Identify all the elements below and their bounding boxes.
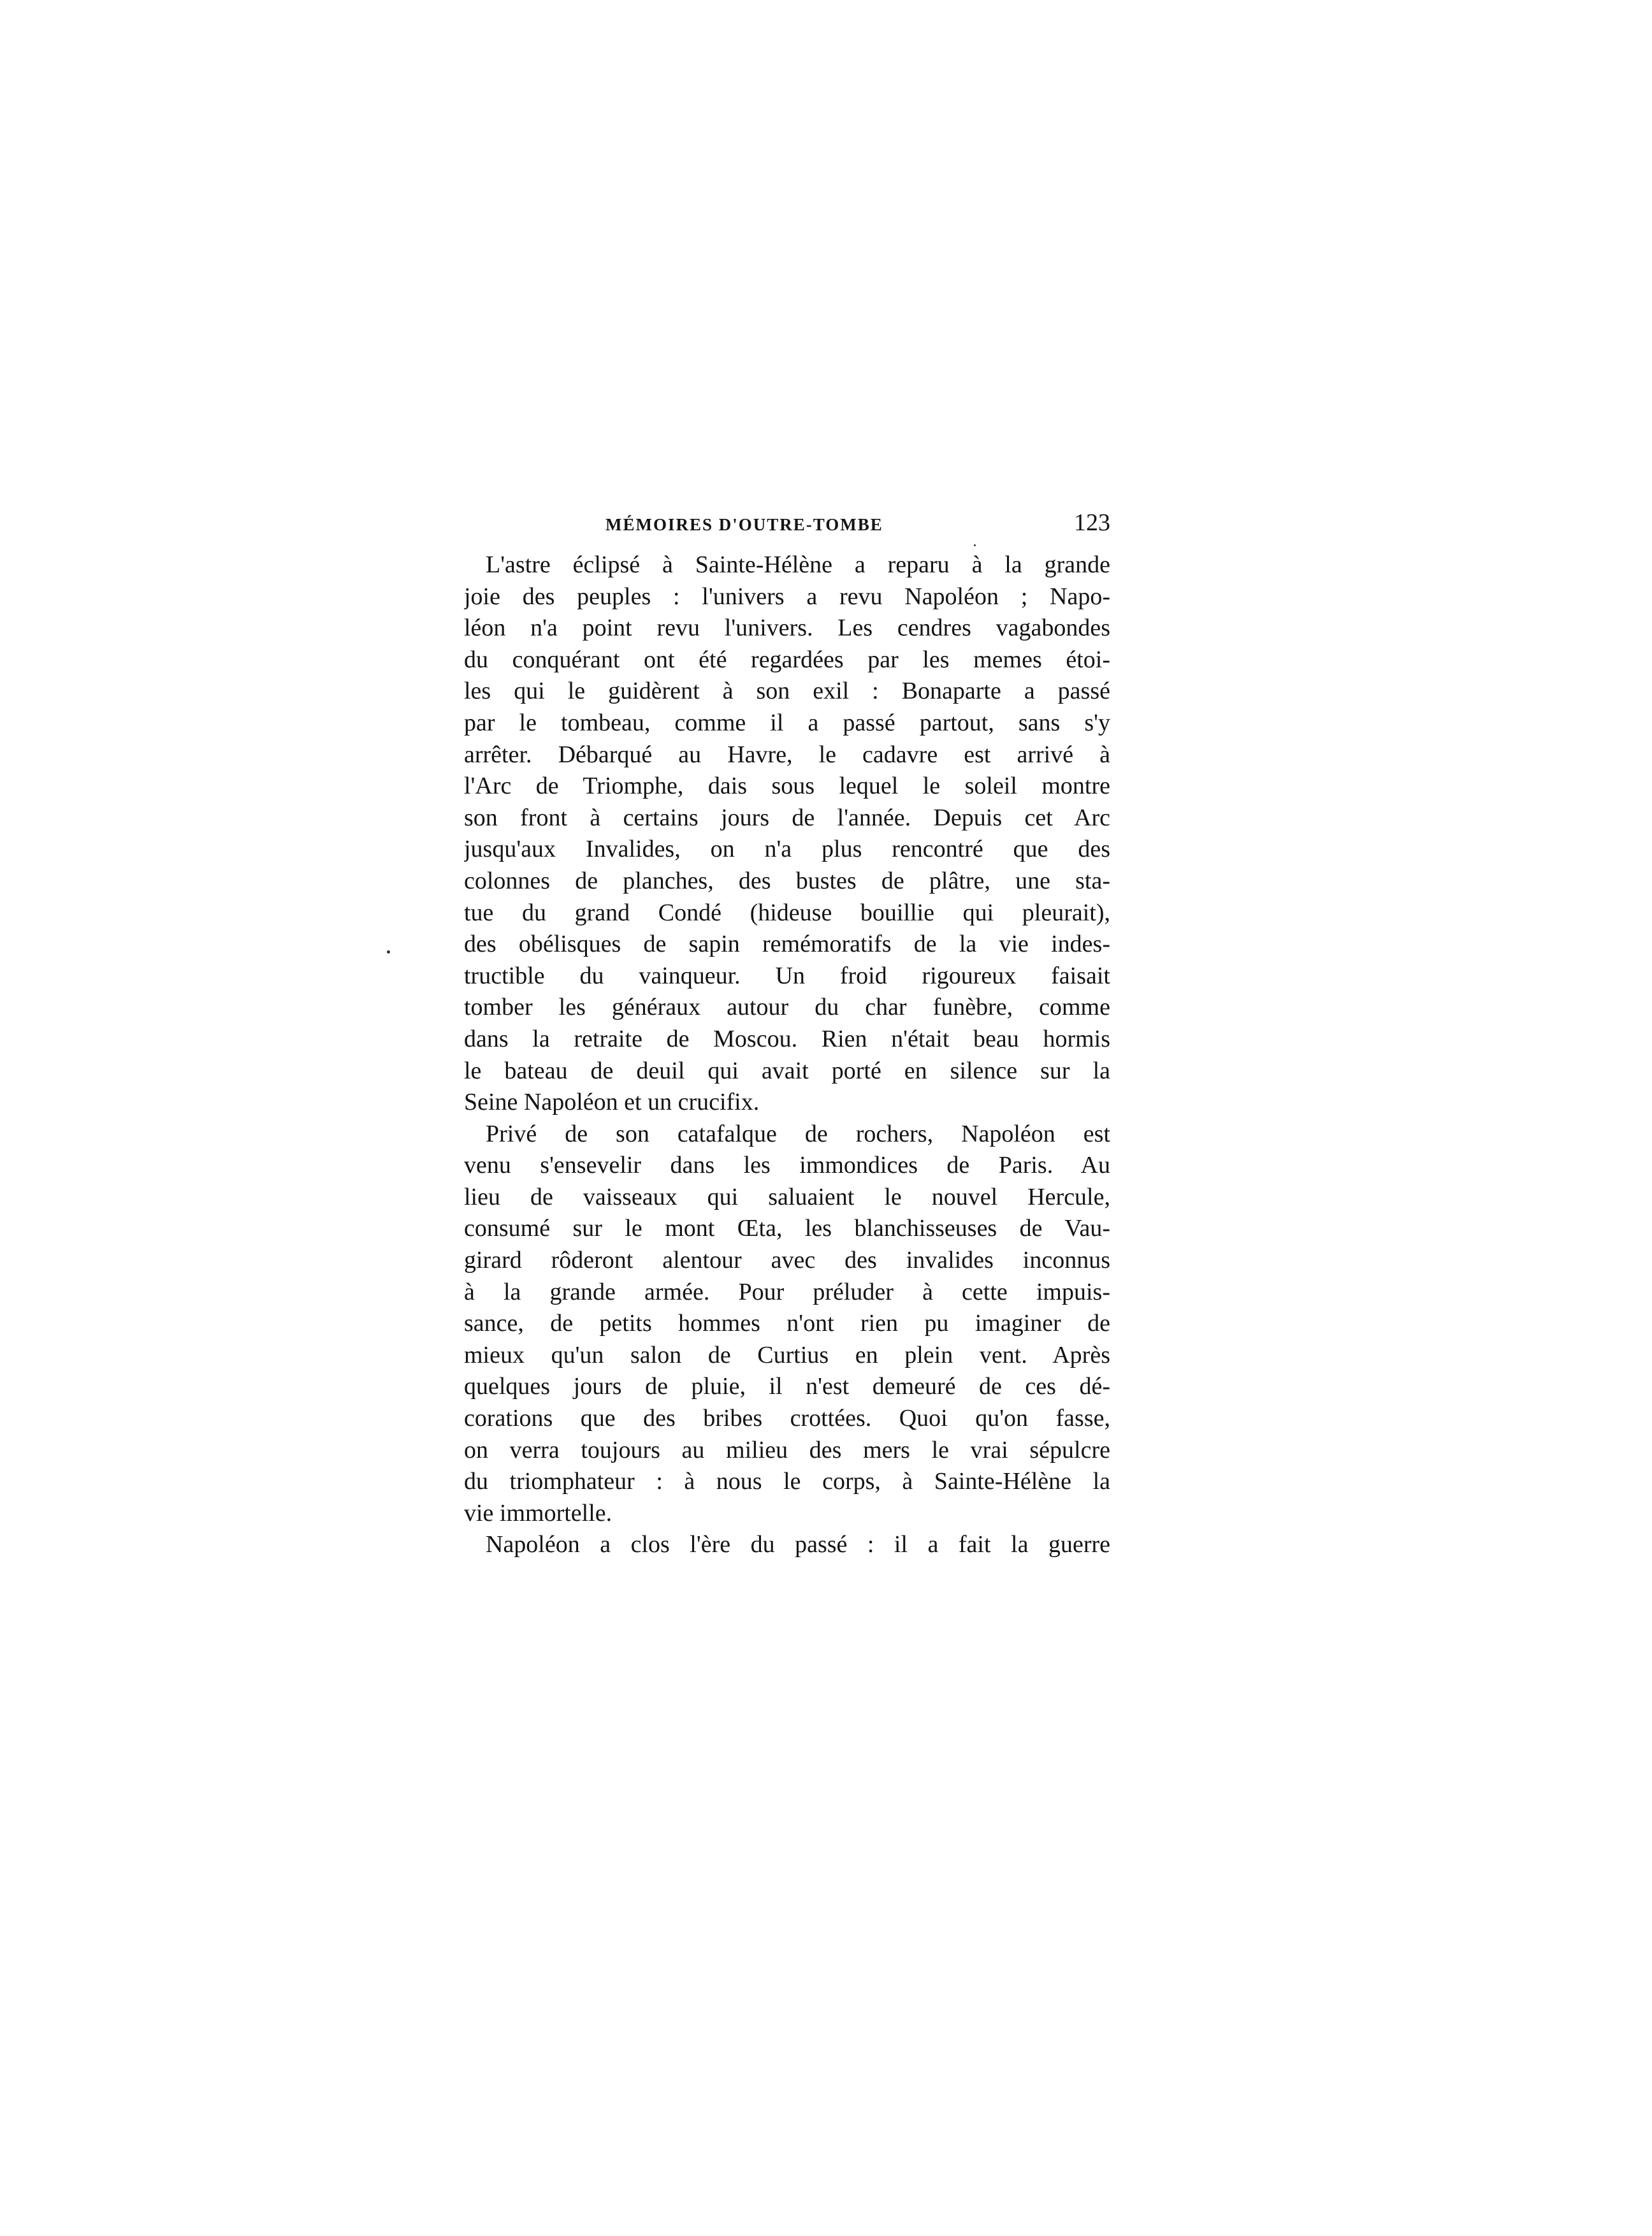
text-line: mieux qu'un salon de Curtius en plein vent. Après bbox=[464, 1341, 1110, 1368]
text-line: venu s'ensevelir dans les immondices de Paris. Au bbox=[464, 1152, 1110, 1179]
text-line: tomber les généraux autour du char funèbre, comme bbox=[464, 994, 1110, 1021]
text-line: corations que des bribes crottées. Quoi qu'on fasse, bbox=[464, 1405, 1110, 1432]
text-line: son front à certains jours de l'année. Depuis cet Arc bbox=[464, 804, 1110, 831]
text-line: girard rôderont alentour avec des invalides inconnus bbox=[464, 1247, 1110, 1274]
text-line: tructible du vainqueur. Un froid rigoureux faisait bbox=[464, 962, 1110, 989]
text-line: colonnes de planches, des bustes de plâtre, une sta- bbox=[464, 867, 1110, 894]
text-line: arrêter. Débarqué au Havre, le cadavre est arrivé à bbox=[464, 741, 1110, 768]
text-line: du triomphateur : à nous le corps, à Sainte-Hélène la bbox=[464, 1468, 1110, 1495]
text-line: on verra toujours au milieu des mers le vrai sépulcre bbox=[464, 1436, 1110, 1463]
page-header bbox=[464, 511, 1110, 543]
text-line: par le tombeau, comme il a passé partout, sans s'y bbox=[464, 709, 1110, 736]
scan-speck bbox=[387, 950, 390, 954]
text-line: le bateau de deuil qui avait porté en silence sur la bbox=[464, 1057, 1110, 1084]
text-line: dans la retraite de Moscou. Rien n'était beau hormis bbox=[464, 1025, 1110, 1052]
text-line: des obélisques de sapin remémoratifs de la vie indes- bbox=[464, 931, 1110, 958]
text-line: tue du grand Condé (hideuse bouillie qui pleurait), bbox=[464, 899, 1110, 926]
body-text bbox=[464, 549, 1110, 1561]
text-line: Napoléon a clos l'ère du passé : il a fait la guerre bbox=[486, 1531, 1110, 1558]
text-line: jusqu'aux Invalides, on n'a plus rencontré que des bbox=[464, 836, 1110, 863]
page-number: 123 bbox=[1074, 509, 1110, 536]
text-line: l'Arc de Triomphe, dais sous lequel le soleil montre bbox=[464, 773, 1110, 800]
text-line: léon n'a point revu l'univers. Les cendres vagabondes bbox=[464, 614, 1110, 642]
text-line: Seine Napoléon et un crucifix. bbox=[464, 1089, 760, 1116]
text-line: les qui le guidèrent à son exil : Bonaparte a passé bbox=[464, 678, 1110, 705]
text-line: à la grande armée. Pour préluder à cette impuis- bbox=[464, 1278, 1110, 1305]
text-line: quelques jours de pluie, il n'est demeuré de ces dé- bbox=[464, 1373, 1110, 1400]
text-line: joie des peuples : l'univers a revu Napoléon ; Napo- bbox=[464, 583, 1110, 610]
text-line: du conquérant ont été regardées par les memes étoi- bbox=[464, 646, 1110, 673]
text-line: vie immortelle. bbox=[464, 1499, 612, 1527]
running-head: MÉMOIRES D'OUTRE-TOMBE bbox=[605, 515, 883, 534]
scan-speck bbox=[974, 544, 976, 546]
text-line: Privé de son catafalque de rochers, Napoléon est bbox=[486, 1120, 1110, 1147]
text-line: lieu de vaisseaux qui saluaient le nouvel Hercule, bbox=[464, 1183, 1110, 1210]
text-line: sance, de petits hommes n'ont rien pu imaginer de bbox=[464, 1310, 1110, 1337]
text-line: consumé sur le mont Œta, les blanchisseuses de Vau- bbox=[464, 1215, 1110, 1242]
text-line: L'astre éclipsé à Sainte-Hélène a reparu à la grande bbox=[486, 551, 1110, 578]
